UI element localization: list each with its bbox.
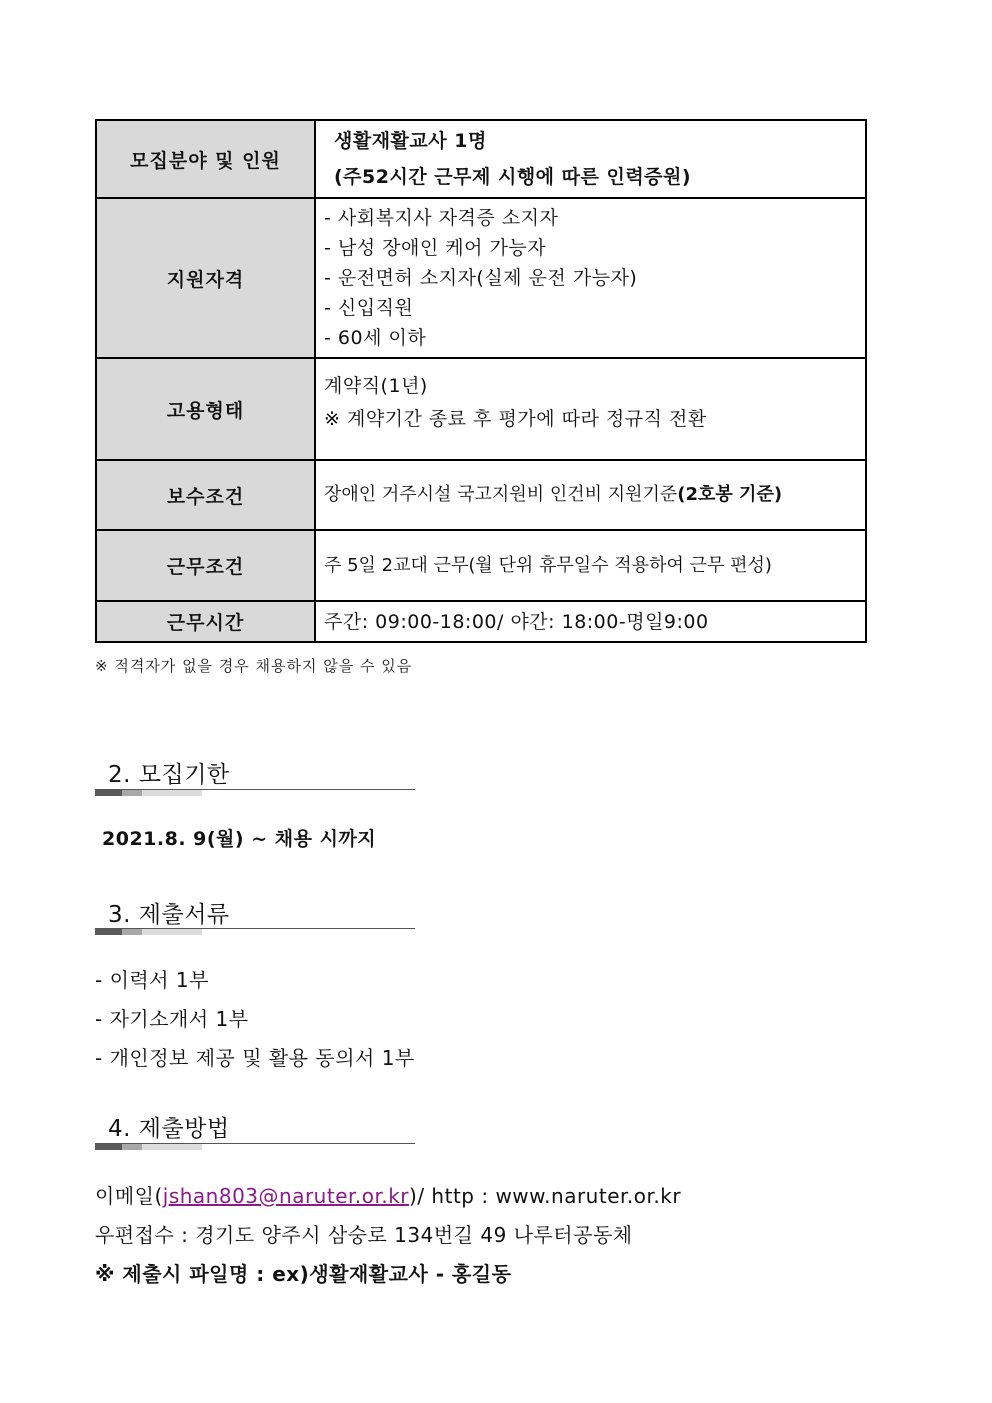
row-line: 생활재활교사 1명: [334, 130, 487, 152]
section-4-divider: [95, 1143, 415, 1151]
row-value: [315, 358, 866, 460]
table-row: [96, 120, 866, 198]
row-header: 보수조건: [96, 460, 315, 530]
email-prefix: 이메일(: [95, 1184, 163, 1208]
section-3-divider: [95, 928, 415, 936]
table-row: [96, 530, 866, 601]
filename-note: ※ 제출시 파일명 : ex)생활재활교사 - 홍길동: [95, 1262, 512, 1286]
email-suffix: )/ http : www.naruter.or.kr: [409, 1184, 682, 1208]
row-header: 지원자격: [96, 198, 315, 358]
document-item: - 자기소개서 1부: [95, 1007, 249, 1031]
row-line: - 운전면허 소지자(실제 운전 가능자): [324, 267, 638, 289]
recruitment-period: 2021.8. 9(월) ~ 채용 시까지: [102, 828, 377, 850]
row-value: 주간: 09:00-18:00/ 야간: 18:00-명일9:00: [315, 601, 866, 642]
row-line: - 신입직원: [324, 297, 414, 319]
section-2-divider: [95, 789, 415, 797]
row-header: 고용형태: [96, 358, 315, 460]
email-link[interactable]: jshan803@naruter.or.kr: [162, 1184, 410, 1208]
row-line: - 60세 이하: [324, 327, 427, 349]
document-item: - 이력서 1부: [95, 968, 209, 992]
section-2-title: 2. 모집기한: [108, 762, 230, 788]
row-header: 근무조건: [96, 530, 315, 601]
row-header: 모집분야 및 인원: [96, 120, 315, 198]
row-line: - 남성 장애인 케어 가능자: [324, 237, 547, 259]
row-value: [315, 120, 866, 198]
section-4-title: 4. 제출방법: [108, 1116, 230, 1142]
row-line: 장애인 거주시설 국고지원비 인건비 지원기준: [324, 484, 678, 505]
row-header: 근무시간: [96, 601, 315, 642]
post-address: 우편접수 : 경기도 양주시 삼숭로 134번길 49 나루터공동체: [95, 1223, 633, 1247]
row-line: - 사회복지사 자격증 소지자: [324, 207, 559, 229]
email-line: [95, 1180, 681, 1209]
row-line: 계약직(1년): [324, 375, 428, 397]
row-line-bold: (2호봉 기준): [677, 484, 783, 505]
row-line: ※ 계약기간 종료 후 평가에 따라 정규직 전환: [324, 408, 707, 430]
table-row: [96, 601, 866, 642]
section-3-title: 3. 제출서류: [108, 902, 230, 928]
table-row: [96, 198, 866, 358]
row-value: 주 5일 2교대 근무(월 단위 휴무일수 적용하여 근무 편성): [315, 530, 866, 601]
row-line: (주52시간 근무제 시행에 따른 인력증원): [334, 166, 692, 188]
row-value: [315, 198, 866, 358]
table-row: [96, 358, 866, 460]
recruitment-table: [95, 119, 867, 643]
document-item: - 개인정보 제공 및 활용 동의서 1부: [95, 1046, 415, 1070]
table-note: ※ 적격자가 없을 경우 채용하지 않을 수 있음: [95, 657, 413, 675]
row-value: [315, 460, 866, 530]
table-row: [96, 460, 866, 530]
